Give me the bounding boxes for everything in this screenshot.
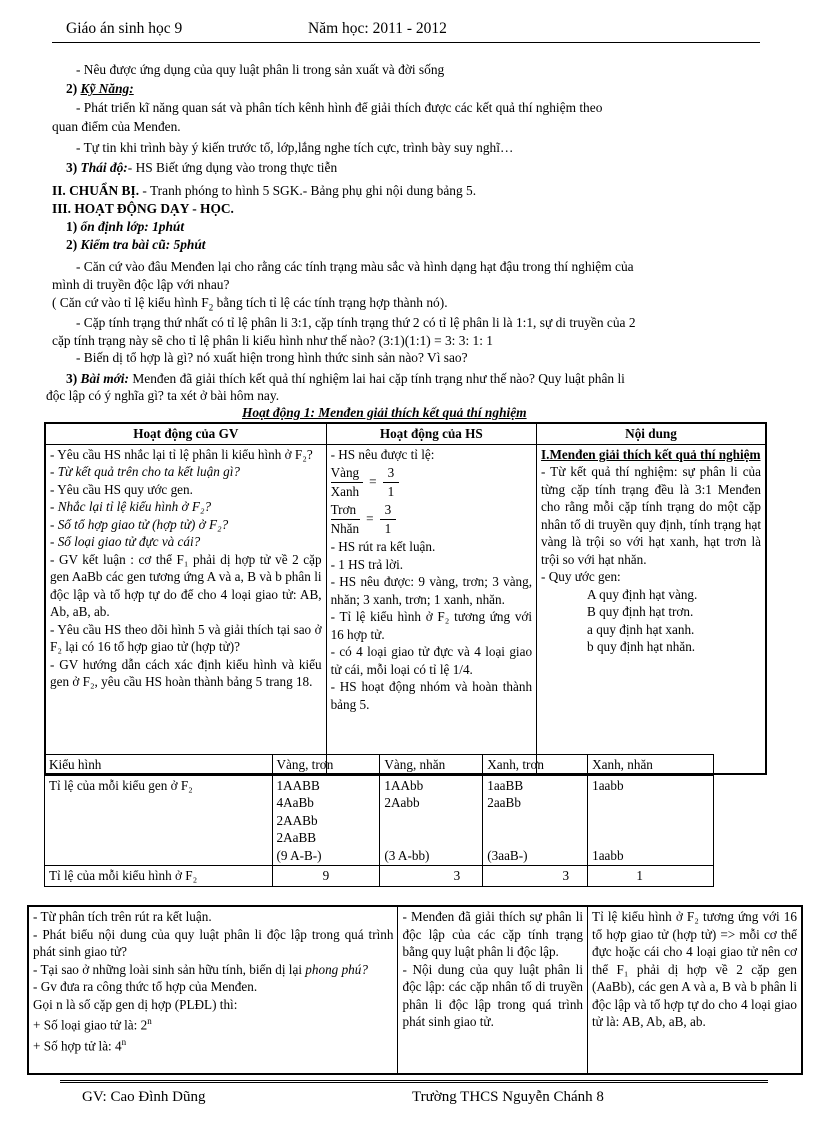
genotype-value: 4AaBb bbox=[276, 795, 314, 810]
ratio-num: 3 bbox=[383, 464, 400, 483]
step-2-num: 2) bbox=[66, 237, 78, 252]
gene-rule: b quy định hạt nhăn. bbox=[587, 639, 696, 654]
genotype-value: 2aaBb bbox=[487, 795, 521, 810]
equals-sign: = bbox=[369, 474, 377, 490]
skills-line-1a: - Phát triển kĩ năng quan sát và phân tích kênh hình để giải thích được các kết quả thí nghiệm theo bbox=[76, 100, 603, 115]
attitude-title: Thái độ: bbox=[80, 160, 128, 175]
content-column bbox=[537, 444, 766, 774]
question-3: - Biến dị tổ hợp là gì? nó xuất hiện trong hình thức sinh sản nào? Vì sao? bbox=[76, 350, 468, 365]
hs-item: - Menđen đã giải thích sự phân li độc lập của các cặp tính trạng bằng quy luật phân li độc lập. bbox=[402, 909, 584, 959]
genotype-value: 1AAbb bbox=[384, 777, 424, 793]
skills-line-2: - Tự tin khi trình bày ý kiến trước tổ, lớp,lắng nghe tích cực, trình bày suy nghĩ… bbox=[76, 140, 514, 155]
genotype-value: 1aabb bbox=[592, 777, 624, 793]
genotype-header: Xanh, nhăn bbox=[588, 755, 714, 776]
gv-formula bbox=[33, 1034, 393, 1055]
ratio-color bbox=[331, 464, 532, 500]
gv-item: - Yêu cầu HS nhắc lại tỉ lệ phân li kiểu hình ở F₂? bbox=[50, 446, 313, 462]
genotype-row-label: Tỉ lệ của mỗi kiểu gen ở F₂ bbox=[45, 775, 273, 866]
phenotype-value: 1 bbox=[588, 866, 714, 887]
gv-item: Gọi n là số cặp gen dị hợp (PLĐL) thì: bbox=[33, 996, 238, 1012]
hs-activities bbox=[326, 444, 536, 774]
phenotype-row-label: Tỉ lệ của mỗi kiểu hình ở F₂ bbox=[45, 866, 273, 887]
hs-conclusion bbox=[398, 906, 588, 1074]
skills-num: 2) bbox=[66, 81, 78, 96]
hs-item: - HS hoạt động nhóm và hoàn thành bảng 5. bbox=[330, 679, 533, 712]
activities-heading: III. HOẠT ĐỘNG DẠY - HỌC. bbox=[52, 201, 234, 216]
question-2a: - Cặp tính trạng thứ nhất có tỉ lệ phân li 3:1, cặp tính trạng thứ 2 có tỉ lệ phân li là 1:1, sự di truyền của 2 bbox=[76, 315, 636, 330]
genotype-table bbox=[44, 754, 714, 887]
genotype-value: 2AABb bbox=[276, 812, 318, 828]
genotype-header: Vàng, nhăn bbox=[380, 755, 483, 776]
gv-item: - Yêu cầu HS theo dõi hình 5 và giải thích tại sao ở F₂ lại có 16 tổ hợp giao tử (hợp tử)? bbox=[50, 621, 322, 654]
formula-zygotes: + Số hợp tử là: 4 bbox=[33, 1038, 122, 1054]
phenotype-value: 3 bbox=[483, 866, 588, 887]
genotype-cell bbox=[588, 775, 714, 866]
footer-school: Trường THCS Nguyễn Chánh 8 bbox=[412, 1089, 604, 1105]
col-header-hs: Hoạt động của HS bbox=[326, 423, 536, 444]
gv-item-italic: phong phú? bbox=[305, 961, 368, 977]
genotype-value: 2AaBB bbox=[276, 830, 317, 845]
footer-teacher: GV: Cao Đình Dũng bbox=[82, 1089, 206, 1105]
objective-line: - Nêu được ứng dụng của quy luật phân li trong sản xuất và đời sống bbox=[76, 62, 445, 77]
skills-title: Kỹ Năng: bbox=[80, 81, 134, 96]
hs-item: - HS rút ra kết luận. bbox=[330, 539, 436, 554]
exponent: n bbox=[147, 1016, 152, 1026]
gv-activities bbox=[45, 444, 326, 774]
ratio-den: 1 bbox=[384, 520, 392, 536]
new-lesson-num: 3) bbox=[66, 371, 78, 386]
gv-item: - GV hướng dẫn cách xác định kiểu hình và kiểu gen ở F₂, yêu cầu HS hoàn thành bảng 5 trang 18. bbox=[50, 656, 322, 689]
attitude-line bbox=[66, 159, 337, 177]
prep-title: II. CHUẨN BỊ. bbox=[52, 183, 140, 198]
gene-rule: a quy định hạt xanh. bbox=[587, 621, 695, 637]
content-title: I.Menđen giải thích kết quả thí nghiệm bbox=[541, 446, 761, 462]
hs-item: - có 4 loại giao tử đực và 4 loại giao tử cái, mỗi loại có tỉ lệ 1/4. bbox=[330, 644, 533, 677]
genotype-value: 2Aabb bbox=[384, 795, 420, 810]
genotype-value: (3 A-bb) bbox=[384, 847, 430, 863]
ratio-num: 3 bbox=[380, 501, 397, 520]
gv-item: - Phát biểu nội dung của quy luật phân li độc lập trong quá trình phát sinh giao tử? bbox=[33, 926, 394, 959]
prep-line bbox=[52, 182, 476, 200]
genotype-value: 1aaBB bbox=[487, 777, 524, 793]
ratio-shape bbox=[331, 501, 532, 537]
phenotype-value: 3 bbox=[380, 866, 483, 887]
content-text: - Từ kết quả thí nghiệm: sự phân li của từng cặp tính trạng đều là 3:1 Menđen cho rằng mỗi cặp tính trạng do một cặp nhân tố di truyền quy định, tính trạng hạt vàng là trội so với hạt xanh, hạt trơn là trội so với hạt nhăn. bbox=[541, 464, 761, 567]
gv-item-text: - Tại sao ở những loài sinh sản hữu tính, biến dị lại bbox=[33, 961, 306, 977]
phenotype-value: 9 bbox=[272, 866, 380, 887]
question-1c-text: ( Căn cứ vào tỉ lệ kiểu hình F bbox=[52, 295, 209, 310]
hs-item: - 1 HS trả lời. bbox=[330, 556, 404, 572]
ratio-bottom: Nhăn bbox=[330, 520, 360, 536]
formula-gametes: + Số loại giao tử là: 2 bbox=[33, 1017, 148, 1033]
attitude-num: 3) bbox=[66, 160, 78, 175]
hs-item: - HS nêu được: 9 vàng, trơn; 3 vàng, nhăn; 3 xanh, trơn; 1 xanh, nhăn. bbox=[330, 574, 533, 607]
gv-item: - Từ kết quả trên cho ta kết luận gì? bbox=[50, 464, 240, 479]
ratio-den: 1 bbox=[387, 483, 395, 499]
genotype-cell bbox=[380, 775, 483, 866]
gene-rule: B quy định hạt trơn. bbox=[587, 604, 694, 619]
activity-table bbox=[44, 422, 767, 775]
question-1c-tail: bằng tích tỉ lệ các tính trạng hợp thành nó). bbox=[213, 295, 448, 310]
hs-intro: - HS nêu được tỉ lệ: bbox=[330, 446, 435, 462]
question-1b: mình di truyền độc lập với nhau? bbox=[52, 277, 230, 292]
new-lesson-line bbox=[66, 370, 625, 388]
ratio-top: Trơn bbox=[331, 501, 361, 520]
gv-item: - Nhắc lại tỉ lệ kiểu hình ở F₂? bbox=[50, 499, 212, 514]
content-text: Tỉ lệ kiểu hình ở F₂ tương ứng với 16 tổ hợp giao tử (hợp tử) => mỗi cơ thể đực hoặc cái cho 4 loại giao tử nên cơ thể F₁ phải dị hợp về 2 cặp gen (AaBb), các gen A và a, B và b phân li độc lập và tổ hợp tự do cho 4 loại giao tử là: AB, Ab, aB, ab. bbox=[592, 909, 797, 1029]
step-2 bbox=[66, 236, 206, 254]
hs-item: - Nội dung của quy luật phân li độc lập: các cặp nhân tố di truyền phân li độc lập trong quá trình phát sinh giao tử. bbox=[402, 961, 584, 1029]
hs-item: - Tỉ lệ kiểu hình ở F₂ tương ứng với 16 hợp tử. bbox=[330, 609, 533, 642]
new-lesson-text: Menđen đã giải thích kết quả thí nghiệm lai hai cặp tính trạng như thế nào? Quy luật phân li bbox=[129, 371, 625, 386]
prep-text: - Tranh phóng to hình 5 SGK.- Bảng phụ ghi nội dung bảng 5. bbox=[139, 183, 477, 198]
step-1-title: ổn định lớp: 1phút bbox=[80, 219, 185, 234]
gv-item: - Số tổ hợp giao tử (hợp tử) ở F₂? bbox=[50, 516, 229, 532]
genotype-value: (9 A-B-) bbox=[276, 847, 322, 863]
genotype-header: Kiểu hình bbox=[45, 755, 273, 776]
new-lesson-title: Bài mới: bbox=[80, 371, 129, 386]
step-2-title: Kiểm tra bài cũ: 5phút bbox=[80, 237, 206, 252]
header-subject: Giáo án sinh học 9 bbox=[66, 20, 183, 37]
col-header-nd: Nội dung bbox=[537, 423, 766, 444]
genotype-cell bbox=[272, 775, 380, 866]
question-1c: ( Căn cứ vào tỉ lệ kiểu hình $F_2$ bằng tích tỉ lệ các tính trạng hợp thành nó). bbox=[52, 295, 448, 313]
conclusion-table bbox=[27, 905, 803, 1075]
gv-item: - Từ phân tích trên rút ra kết luận. bbox=[33, 909, 212, 924]
gene-rule: A quy định hạt vàng. bbox=[587, 586, 698, 602]
gv-conclusion bbox=[28, 906, 398, 1074]
ratio-bottom: Xanh bbox=[330, 483, 360, 499]
genotype-header: Xanh, trơn bbox=[483, 755, 588, 776]
gv-item: - Số loại giao tử đực và cái? bbox=[50, 534, 201, 549]
gv-formula bbox=[33, 1013, 393, 1034]
exponent: n bbox=[121, 1036, 127, 1047]
genotype-value: 1aabb bbox=[592, 847, 624, 863]
new-lesson-line-b: độc lập có ý nghĩa gì? ta xét ở bài hôm nay. bbox=[46, 388, 280, 403]
genotype-cell bbox=[483, 775, 588, 866]
equals-sign: = bbox=[366, 511, 374, 527]
step-1-num: 1) bbox=[66, 219, 78, 234]
step-1 bbox=[66, 218, 184, 236]
skills-heading bbox=[66, 80, 134, 98]
gv-item bbox=[33, 961, 393, 979]
genotype-value: 1AABB bbox=[276, 777, 320, 793]
page-footer bbox=[60, 1080, 768, 1123]
genotype-value: (3aaB-) bbox=[487, 847, 528, 863]
page-header bbox=[52, 18, 760, 43]
header-year: Năm học: 2011 - 2012 bbox=[308, 20, 447, 37]
question-2b: cặp tính trạng này sẽ cho tỉ lệ phân li kiểu hình như thế nào? (3:1)(1:1) = 3: 3: 1: 1 bbox=[52, 333, 493, 348]
content-conclusion bbox=[588, 906, 802, 1074]
skills-line-1b: quan điểm của Menđen. bbox=[52, 119, 181, 134]
gv-item: - Yêu cầu HS quy ước gen. bbox=[50, 481, 193, 497]
attitude-text: - HS Biết ứng dụng vào trong thực tiễn bbox=[127, 160, 338, 175]
activity-1-title: Hoạt động 1: Menđen giải thích kết quả thí nghiệm bbox=[242, 405, 527, 420]
question-1a: - Căn cứ vào đâu Menđen lại cho rằng các tính trạng màu sắc và hình dạng hạt đậu trong thí nghiệm của bbox=[76, 259, 634, 274]
gv-item: - GV kết luận : cơ thể F₁ phải dị hợp tử về 2 cặp gen AaBb các gen tương ứng A và a, B và b phân li độc lập và tổ hợp tự do để cho 4 loại giao tử: AB, Ab, aB, ab. bbox=[50, 551, 322, 619]
gv-item: - Gv đưa ra công thức tổ hợp của Menđen. bbox=[33, 979, 258, 994]
col-header-gv: Hoạt động của GV bbox=[45, 423, 326, 444]
ratio-top: Vàng bbox=[331, 464, 364, 483]
genotype-header: Vàng, trơn bbox=[272, 755, 380, 776]
gene-convention-label: - Quy ước gen: bbox=[541, 569, 621, 584]
